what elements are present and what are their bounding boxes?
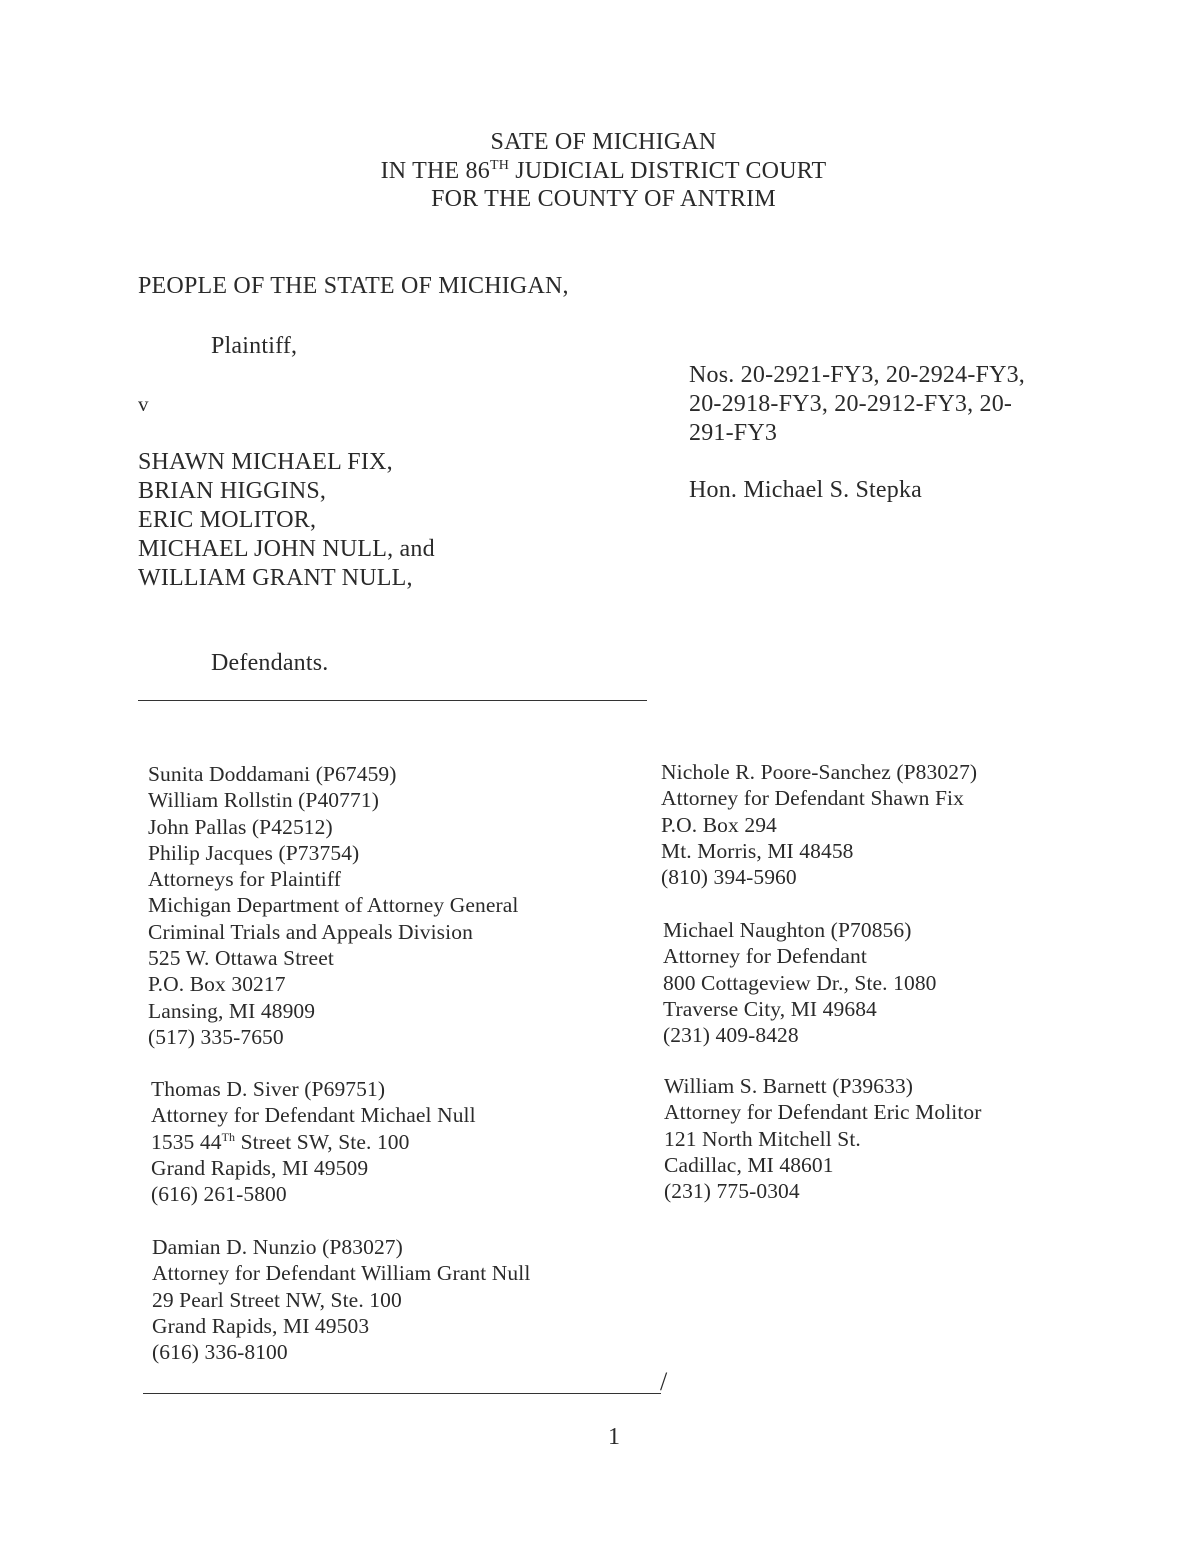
naughton-counsel — [663, 917, 937, 1048]
counsel-line: John Pallas (P42512) — [148, 814, 333, 839]
counsel-line: Nichole R. Poore-Sanchez (P83027) — [661, 760, 978, 784]
judge-name: Hon. Michael S. Stepka — [689, 477, 923, 503]
defendants-label: Defendants. — [211, 650, 329, 676]
case-number-line: Nos. 20-2921-FY3, 20-2924-FY3, — [689, 362, 1025, 388]
counsel-line: Attorney for Defendant William Grant Null — [152, 1261, 531, 1286]
counsel-line: Lansing, MI 48909 — [148, 998, 316, 1023]
counsel-line: Sunita Doddamani (P67459) — [148, 762, 397, 786]
plaintiff-name: PEOPLE OF THE STATE OF MICHIGAN, — [138, 273, 569, 299]
counsel-line: Grand Rapids, MI 49509 — [151, 1155, 369, 1180]
counsel-line: Philip Jacques (P73754) — [148, 840, 360, 865]
page-number: 1 — [608, 1424, 620, 1450]
counsel-line: Damian D. Nunzio (P83027) — [152, 1235, 403, 1259]
siver-counsel — [151, 1076, 476, 1207]
nunzio-counsel — [152, 1234, 530, 1365]
counsel-line: (231) 775-0304 — [664, 1179, 800, 1204]
counsel-line: Attorneys for Plaintiff — [148, 867, 341, 892]
barnett-counsel — [664, 1073, 982, 1204]
defendant-name: SHAWN MICHAEL FIX, — [138, 449, 393, 475]
defendant-name: BRIAN HIGGINS, — [138, 478, 327, 504]
case-number-line: 291-FY3 — [689, 420, 778, 446]
court-state: SATE OF MICHIGAN — [490, 129, 717, 155]
counsel-line: P.O. Box 294 — [661, 812, 777, 837]
versus: v — [138, 392, 149, 416]
plaintiff-counsel — [148, 761, 518, 1050]
counsel-line: (517) 335-7650 — [148, 1024, 284, 1049]
case-number-line: 20-2918-FY3, 20-2912-FY3, 20- — [689, 391, 1013, 417]
counsel-line: Attorney for Defendant Shawn Fix — [661, 786, 964, 811]
court-district: IN THE 86TH JUDICIAL DISTRICT COURT — [380, 157, 827, 184]
defendant-name: WILLIAM GRANT NULL, — [138, 565, 413, 591]
counsel-line: Attorney for Defendant — [663, 944, 867, 969]
end-slash: / — [660, 1367, 668, 1396]
counsel-line: 1535 44Th Street SW, Ste. 100 — [151, 1129, 410, 1154]
counsel-line: Attorney for Defendant Michael Null — [151, 1103, 476, 1128]
counsel-line: (810) 394-5960 — [661, 865, 797, 890]
caption-divider — [138, 700, 647, 701]
counsel-line: Michigan Department of Attorney General — [148, 893, 519, 918]
court-county: FOR THE COUNTY OF ANTRIM — [431, 186, 776, 212]
counsel-line: Attorney for Defendant Eric Molitor — [664, 1100, 982, 1125]
counsel-line: 29 Pearl Street NW, Ste. 100 — [152, 1287, 402, 1312]
counsel-line: (231) 409-8428 — [663, 1023, 799, 1048]
case-numbers — [689, 361, 1025, 448]
defendants-list — [138, 448, 435, 593]
counsel-line: William Rollstin (P40771) — [148, 788, 379, 813]
defendant-name: MICHAEL JOHN NULL, and — [138, 536, 435, 562]
counsel-line: 525 W. Ottawa Street — [148, 946, 334, 971]
court-header — [0, 128, 1200, 214]
counsel-line: Criminal Trials and Appeals Division — [148, 919, 473, 944]
plaintiff-label: Plaintiff, — [211, 333, 298, 359]
counsel-divider — [143, 1393, 661, 1394]
counsel-line: 800 Cottageview Dr., Ste. 1080 — [663, 970, 937, 995]
counsel-line: Michael Naughton (P70856) — [663, 918, 912, 942]
counsel-line: Cadillac, MI 48601 — [664, 1152, 834, 1177]
counsel-line: Mt. Morris, MI 48458 — [661, 838, 854, 863]
counsel-line: Grand Rapids, MI 49503 — [152, 1313, 370, 1338]
counsel-line: (616) 336-8100 — [152, 1340, 288, 1365]
counsel-line: William S. Barnett (P39633) — [664, 1074, 914, 1098]
defendant-name: ERIC MOLITOR, — [138, 507, 317, 533]
counsel-line: (616) 261-5800 — [151, 1182, 287, 1207]
counsel-line: Thomas D. Siver (P69751) — [151, 1077, 386, 1101]
poore-sanchez-counsel — [661, 759, 977, 890]
counsel-line: Traverse City, MI 49684 — [663, 996, 877, 1021]
counsel-line: P.O. Box 30217 — [148, 972, 286, 997]
counsel-line: 121 North Mitchell St. — [664, 1126, 861, 1151]
